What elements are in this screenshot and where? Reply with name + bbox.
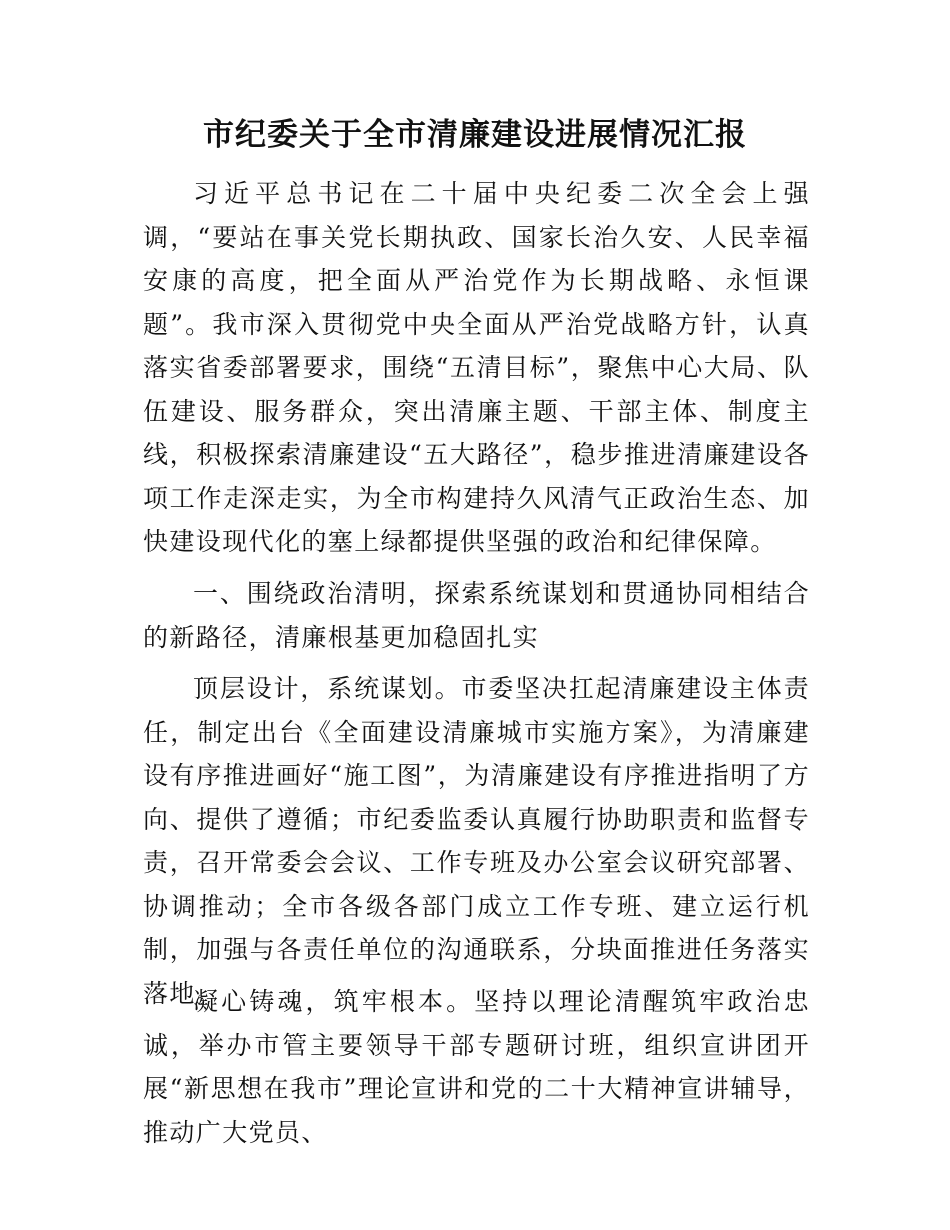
paragraph-soul-casting: 凝心铸魂，筑牢根本。坚持以理论清醒筑牢政治忠诚，举办市管主要领导干部专题研讨班，组织宣讲团开展“新思想在我市”理论宣讲和党的二十大精神宣讲辅导，推动广大党员、 [143,987,810,1147]
document-title: 市纪委关于全市清廉建设进展情况汇报 [203,117,747,153]
section-heading-1: 一、围绕政治清明，探索系统谋划和贯通协同相结合的新路径，清廉根基更加稳固扎实 [143,579,810,652]
intro-paragraph: 习近平总书记在二十届中央纪委二次全会上强调，“要站在事关党长期执政、国家长治久安、人民幸福安康的高度，把全面从严治党作为长期战略、永恒课题”。我市深入贯彻党中央全面从严治党战略方针，认真落实省委部署要求，围绕“五清目标”，聚焦中心大局、队伍建设、服务群众，突出清廉主题、干部主体、制度主线，积极探索清廉建设“五大路径”，稳步推进清廉建设各项工作走深走实，为全市构建持久风清气正政治生态、加快建设现代化的塞上绿都提供坚强的政治和纪律保障。 [143,179,810,556]
paragraph-top-level-design: 顶层设计，系统谋划。市委坚决扛起清廉建设主体责任，制定出台《全面建设清廉城市实施方案》，为清廉建设有序推进画好“施工图”，为清廉建设有序推进指明了方向、提供了遵循；市纪委监委认真履行协助职责和监督专责，召开常委会会议、工作专班及办公室会议研究部署、协调推动；全市各级各部门成立工作专班、建立运行机制，加强与各责任单位的沟通联系，分块面推进任务落实落地。 [143,674,810,1008]
